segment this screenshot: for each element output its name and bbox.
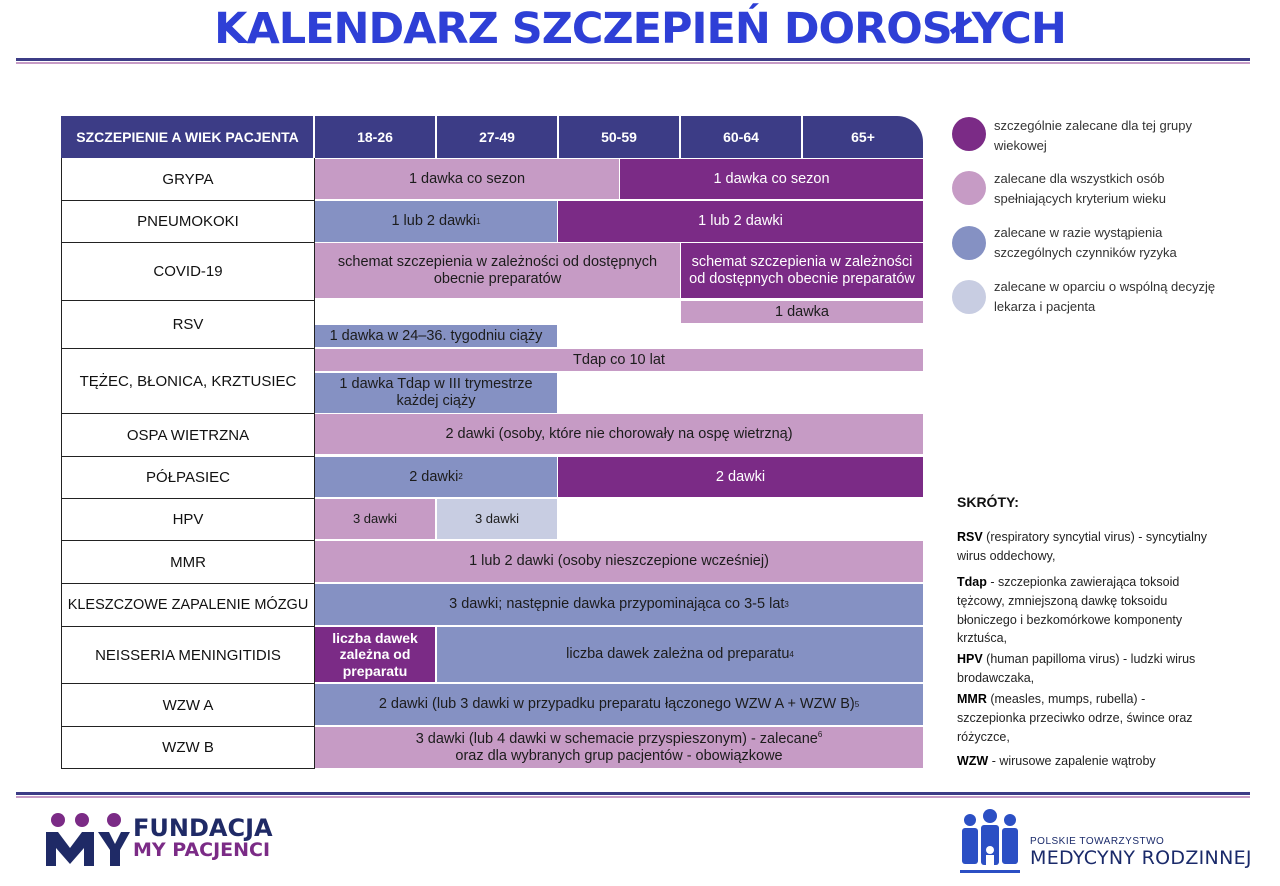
abbr-item-hpv xyxy=(957,650,1217,688)
ptmr-logo-mark xyxy=(958,808,1022,878)
header-separator xyxy=(557,116,559,158)
cell-hpv-27-49: 3 dawki xyxy=(437,499,557,539)
cell-pneumokoki-50plus: 1 lub 2 dawki xyxy=(558,201,923,242)
abbr-desc: - wirusowe zapalenie wątroby xyxy=(988,754,1156,768)
footer-divider-accent xyxy=(16,796,1250,798)
abbr-term: WZW xyxy=(957,754,989,768)
abbr-item-rsv xyxy=(957,528,1217,566)
legend-text: zalecane dla wszystkich osób spełniających kryterium wieku xyxy=(994,171,1166,206)
fundacja-name-line1: FUNDACJA xyxy=(133,814,273,842)
cell-covid-18-59: schemat szczepienia w zależności od dostępnych obecnie preparatów xyxy=(315,243,680,298)
title-divider xyxy=(16,58,1250,61)
fundacja-logo-text xyxy=(133,816,273,861)
header-separator xyxy=(679,116,681,158)
cell-polpasiec-50plus: 2 dawki xyxy=(558,457,923,497)
cell-kzm-all xyxy=(315,584,923,625)
header-age-18-26: 18-26 xyxy=(357,129,393,145)
cell-rsv-60plus: 1 dawka xyxy=(681,301,923,323)
header-age-65plus: 65+ xyxy=(851,129,875,145)
legend-text: zalecane w razie wystąpienia szczególnych czynników ryzyka xyxy=(994,225,1177,260)
cell-grypa-60plus: 1 dawka co sezon xyxy=(620,159,923,199)
cell-neisseria-18-26: liczba dawek zależna od preparatu xyxy=(315,627,435,682)
row-label-kzm: KLESZCZOWE ZAPALENIE MÓZGU xyxy=(62,584,314,626)
abbr-desc: - szczepionka zawierająca toksoid tężcowy, zmniejszoną dawkę toksoidu błoniczego i bezkomórkowe komponenty krztuśca, xyxy=(957,575,1183,646)
abbr-desc: (human papilloma virus) - ludzki wirus brodawczaka, xyxy=(957,652,1196,685)
ptmr-logo-text xyxy=(1030,836,1252,869)
footnote-marker: 4 xyxy=(789,649,794,659)
cell-line-2: oraz dla wybranych grup pacjentów - obowiązkowe xyxy=(455,747,783,764)
abbr-term: Tdap xyxy=(957,575,987,589)
cell-neisseria-27plus xyxy=(437,627,923,682)
row-label-wzwa: WZW A xyxy=(62,684,314,726)
header-separator xyxy=(801,116,803,158)
ptmr-name-line2: MEDYCYNY RODZINNEJ xyxy=(1030,847,1252,869)
abbr-desc: (measles, mumps, rubella) - szczepionka przeciwko odrze, śwince oraz różyczce, xyxy=(957,692,1193,744)
header-separator xyxy=(313,116,315,158)
cell-rsv-pregnancy: 1 dawka w 24–36. tygodniu ciąży xyxy=(315,325,557,347)
abbr-item-tdap xyxy=(957,573,1217,648)
cell-text: 3 dawki (lub 4 dawki w schemacie przyspieszonym) - zalecane xyxy=(415,731,818,748)
row-label-neisseria: NEISSERIA MENINGITIDIS xyxy=(62,627,314,683)
row-label-covid: COVID-19 xyxy=(62,243,314,300)
header-separator xyxy=(435,116,437,158)
title-divider-accent xyxy=(16,62,1250,64)
ptmr-name-line1: POLSKIE TOWARZYSTWO xyxy=(1030,836,1165,847)
cell-ospa-all: 2 dawki (osoby, które nie chorowały na ospę wietrzną) xyxy=(315,414,923,454)
cell-text: 2 dawki xyxy=(409,468,459,485)
row-label-ospa: OSPA WIETRZNA xyxy=(62,414,314,456)
abbr-item-mmr xyxy=(957,690,1217,746)
cell-tezec-pregnancy: 1 dawka Tdap w III trymestrze każdej ciąży xyxy=(315,373,557,413)
header-vaccine-age: SZCZEPIENIE A WIEK PACJENTA xyxy=(76,129,299,145)
header-age-27-49: 27-49 xyxy=(479,129,515,145)
row-label-grypa: GRYPA xyxy=(62,159,314,200)
row-label-pneumokoki: PNEUMOKOKI xyxy=(62,201,314,242)
cell-wzwb-all xyxy=(315,727,923,768)
footer-divider xyxy=(16,792,1250,795)
legend-text: szczególnie zalecane dla tej grupy wiekowej xyxy=(994,118,1193,153)
fundacja-name-line2: MY PACJENCI xyxy=(133,839,271,862)
legend-swatch-blue xyxy=(952,226,986,260)
legend-swatch-light xyxy=(952,280,986,314)
cell-covid-60plus: schemat szczepienia w zależności od dostępnych obecnie preparatów xyxy=(681,243,923,298)
cell-line-1 xyxy=(416,730,823,748)
cell-mmr-all: 1 lub 2 dawki (osoby nieszczepione wcześniej) xyxy=(315,541,923,582)
footnote-marker: 3 xyxy=(784,599,789,609)
footnote-marker: 6 xyxy=(817,730,823,740)
row-label-mmr: MMR xyxy=(62,541,314,583)
footnote-marker: 5 xyxy=(854,699,860,709)
cell-pneumokoki-18-49 xyxy=(315,201,557,242)
legend-swatch-dark xyxy=(952,117,986,151)
page-title: KALENDARZ SZCZEPIEŃ DOROSŁYCH xyxy=(214,4,1066,54)
cell-wzwa-all xyxy=(315,684,923,725)
header-age-50-59: 50-59 xyxy=(601,129,637,145)
cell-text: 2 dawki (lub 3 dawki w przypadku preparatu łączonego WZW A + WZW B) xyxy=(378,696,855,713)
cell-polpasiec-18-49 xyxy=(315,457,557,497)
row-label-polpasiec: PÓŁPASIEC xyxy=(62,457,314,498)
header-age-60-64: 60-64 xyxy=(723,129,759,145)
abbr-item-wzw xyxy=(957,752,1217,771)
cell-grypa-18-59: 1 dawka co sezon xyxy=(315,159,619,199)
abbr-term: RSV xyxy=(957,530,983,544)
cell-text: 1 lub 2 dawki xyxy=(391,213,477,230)
row-label-tezec: TĘŻEC, BŁONICA, KRZTUSIEC xyxy=(62,349,314,413)
row-label-hpv: HPV xyxy=(62,499,314,540)
abbr-title: SKRÓTY: xyxy=(957,494,1019,510)
abbr-desc: (respiratory syncytial virus) - syncytialny wirus oddechowy, xyxy=(957,530,1208,563)
cell-tezec-all: Tdap co 10 lat xyxy=(315,349,923,371)
abbr-term: HPV xyxy=(957,652,983,666)
legend-text: zalecane w oparciu o wspólną decyzję lekarza i pacjenta xyxy=(994,279,1216,314)
row-label-rsv: RSV xyxy=(62,301,314,348)
cell-text: 3 dawki; następnie dawka przypominająca co 3-5 lat xyxy=(449,596,785,613)
footnote-marker: 1 xyxy=(476,216,481,226)
row-label-wzwb: WZW B xyxy=(62,727,314,768)
legend-swatch-pink xyxy=(952,171,986,205)
cell-hpv-18-26: 3 dawki xyxy=(315,499,435,539)
cell-text: liczba dawek zależna od preparatu xyxy=(566,646,790,663)
footnote-marker: 2 xyxy=(458,472,463,482)
fundacja-logo-mark xyxy=(42,812,130,868)
abbr-term: MMR xyxy=(957,692,987,706)
